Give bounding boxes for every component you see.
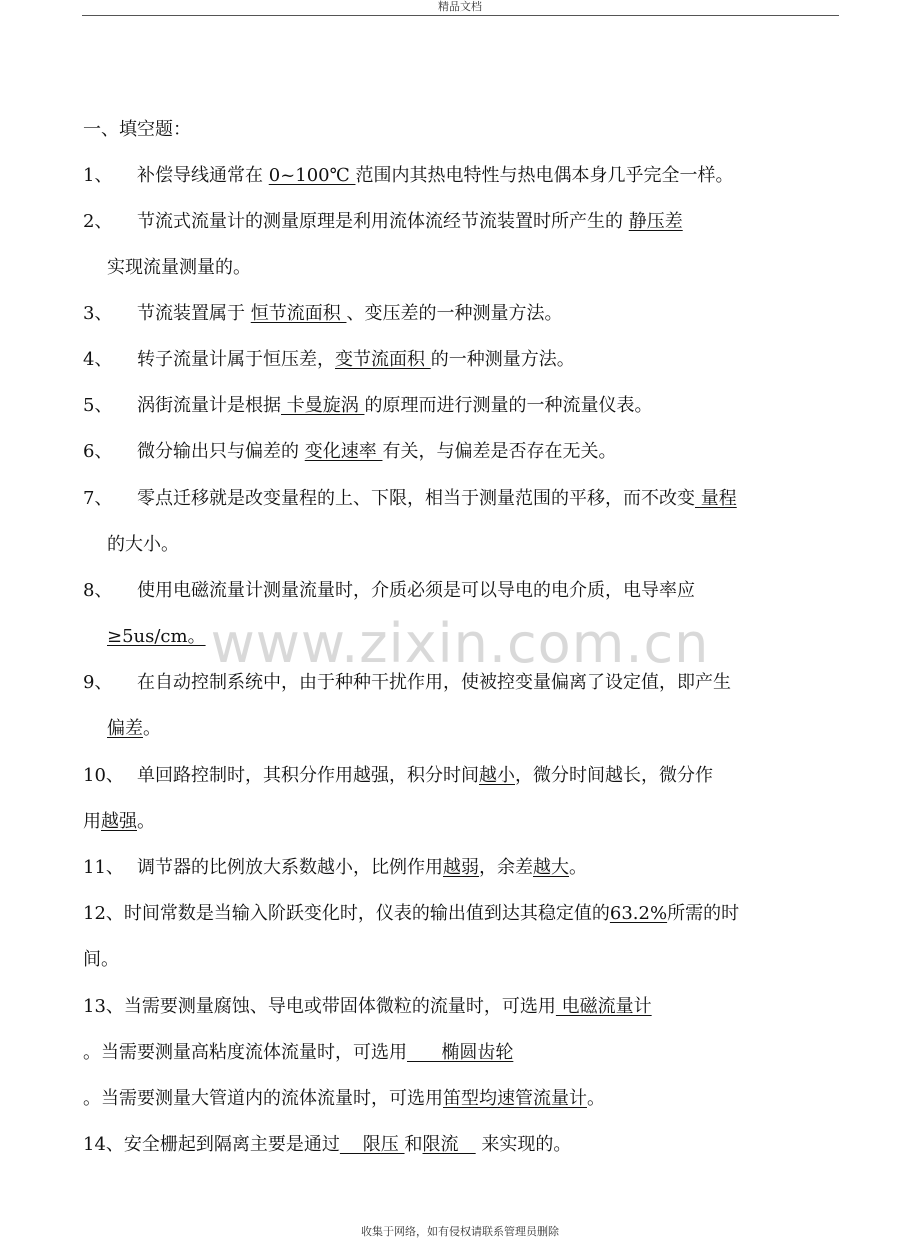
question-text: 13、当需要测量腐蚀、导电或带固体微粒的流量时，可选用: [83, 996, 556, 1017]
question-text: 补偿导线通常在: [137, 165, 269, 186]
question-text: 。: [143, 718, 161, 739]
question-7: [83, 487, 737, 511]
answer: 限流: [422, 1134, 476, 1155]
question-12: [83, 902, 739, 926]
answer: 越弱: [443, 857, 479, 878]
question-12-continuation: 间。: [83, 949, 119, 970]
question-number: 4、: [83, 349, 113, 370]
question-text: 范围内其热电特性与热电偶本身几乎完全一样。: [355, 165, 734, 186]
question-number: 10、: [83, 765, 124, 786]
question-4: [83, 348, 575, 372]
question-text: 12、时间常数是当输入阶跃变化时，仪表的输出值到达其稳定值的: [83, 903, 610, 924]
question-text: 节流式流量计的测量原理是利用流体流经节流装置时所产生的: [137, 211, 629, 232]
question-8: [83, 579, 695, 603]
question-text: 节流装置属于: [137, 303, 251, 324]
question-13-line-3: [83, 1087, 605, 1111]
question-text: 用: [83, 811, 101, 832]
question-2: [83, 210, 683, 234]
question-number: 2、: [83, 211, 113, 232]
question-2-continuation: 实现流量测量的。: [107, 257, 251, 278]
question-text: 、变压差的一种测量方法。: [346, 303, 563, 324]
question-text: 。: [569, 857, 587, 878]
question-number: 6、: [83, 441, 113, 462]
question-text: 使用电磁流量计测量流量时，介质必须是可以导电的电介质，电导率应: [137, 580, 695, 601]
question-text: 。: [137, 811, 155, 832]
answer: 变节流面积: [335, 349, 431, 370]
answer: 越大: [533, 857, 569, 878]
answer: 偏差: [107, 718, 143, 739]
question-text: 14、安全栅起到隔离主要是通过: [83, 1134, 340, 1155]
question-7-continuation: 的大小。: [107, 534, 179, 555]
watermark: www.zixin.com.cn: [210, 612, 710, 675]
question-1: [83, 164, 733, 188]
header-rule: [82, 15, 839, 16]
question-number: 3、: [83, 303, 113, 324]
question-text: 的一种测量方法。: [430, 349, 575, 370]
question-text: ，余差: [479, 857, 533, 878]
question-text: 单回路控制时，其积分作用越强，积分时间: [137, 765, 479, 786]
answer: 变化速率: [304, 441, 383, 462]
question-number: 5、: [83, 395, 113, 416]
question-11: [83, 856, 587, 880]
question-text: ，微分时间越长，微分作: [515, 765, 713, 786]
answer: 笛型均速管流量计: [443, 1088, 587, 1109]
question-5: [83, 394, 652, 418]
question-number: 9、: [83, 672, 113, 693]
answer: 越强: [101, 811, 137, 832]
question-number: 1、: [83, 165, 113, 186]
answer: 0~100℃: [268, 165, 356, 186]
question-text: 。: [587, 1088, 605, 1109]
question-text: 来实现的。: [475, 1134, 572, 1155]
answer: 椭圆齿轮: [407, 1042, 514, 1063]
question-13-line-2: [83, 1041, 513, 1065]
question-text: 。当需要测量大管道内的流体流量时，可选用: [83, 1088, 443, 1109]
question-10-continuation: [83, 810, 155, 834]
question-14: [83, 1133, 571, 1157]
answer: 静压差: [628, 211, 683, 232]
question-text: 在自动控制系统中，由于种种干扰作用，使被控变量偏离了设定值，即产生: [137, 672, 731, 693]
answer: 卡曼旋涡: [281, 395, 365, 416]
answer: 恒节流面积: [250, 303, 347, 324]
question-text: 调节器的比例放大系数越小，比例作用: [137, 857, 443, 878]
page-header: 精品文档: [438, 0, 482, 13]
answer: 限压: [339, 1134, 405, 1155]
question-10: [83, 764, 713, 788]
question-6: [83, 440, 616, 464]
question-number: 8、: [83, 580, 113, 601]
question-text: 涡街流量计是根据: [137, 395, 281, 416]
question-text: 的原理而进行测量的一种流量仪表。: [364, 395, 653, 416]
question-text: 和: [404, 1134, 423, 1155]
question-text: 微分输出只与偏差的: [137, 441, 305, 462]
question-text: 转子流量计属于恒压差，: [137, 349, 335, 370]
question-text: 。当需要测量高粘度流体流量时，可选用: [83, 1042, 407, 1063]
question-number: 11、: [83, 857, 124, 878]
question-text: 有关，与偏差是否存在无关。: [382, 441, 617, 462]
question-9-continuation: [107, 717, 161, 741]
answer: 63.2%: [609, 903, 668, 924]
question-13: [83, 995, 652, 1019]
page-footer: 收集于网络，如有侵权请联系管理员删除: [361, 1225, 559, 1238]
question-9: [83, 671, 731, 695]
answer: 越小: [479, 765, 515, 786]
question-text: 零点迁移就是改变量程的上、下限，相当于测量范围的平移，而不改变: [137, 488, 695, 509]
answer: ≥5us/cm。: [107, 626, 206, 647]
question-3: [83, 302, 562, 326]
section-title: 一、填空题：: [83, 119, 191, 140]
question-number: 7、: [83, 488, 113, 509]
answer: 电磁流量计: [555, 996, 652, 1017]
question-text: 所需的时: [667, 903, 740, 924]
answer: 量程: [695, 488, 737, 509]
question-8-continuation: [107, 625, 206, 649]
